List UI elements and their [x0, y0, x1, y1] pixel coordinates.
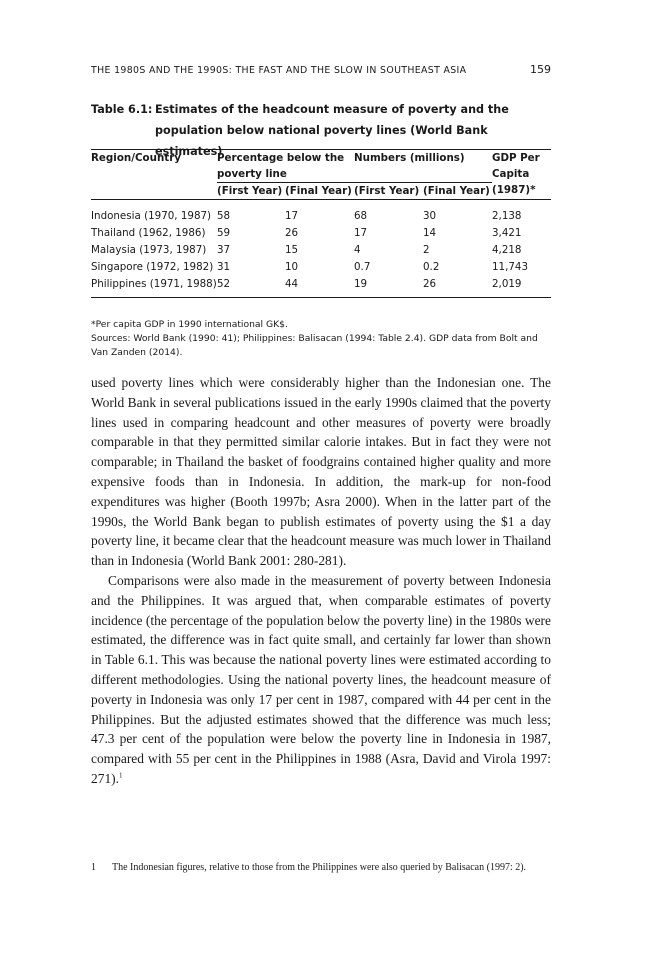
cell-pct-final: 44: [285, 277, 299, 290]
cell-region: Philippines (1971, 1988): [91, 277, 217, 290]
cell-num-first: 0.7: [354, 260, 371, 273]
footnote-number: 1: [91, 862, 96, 873]
table-note: *Per capita GDP in 1990 international GK$.: [91, 319, 288, 330]
cell-num-first: 4: [354, 243, 361, 256]
body-paragraph: [91, 571, 551, 789]
footnote-text: The Indonesian figures, relative to those from the Philippines were also queried by Balisacan (1997: 2).: [112, 862, 527, 873]
cell-region: Singapore (1972, 1982): [91, 260, 214, 273]
footnote: [91, 859, 551, 876]
table-caption-number: Table 6.1:: [91, 103, 153, 116]
cell-pct-first: 31: [217, 260, 231, 273]
cell-pct-final: 10: [285, 260, 299, 273]
header-num-final-year: (Final Year): [423, 183, 492, 200]
cell-gdp: 11,743: [492, 260, 529, 273]
cell-num-first: 19: [354, 277, 368, 290]
running-head-title: THE 1980S AND THE 1990S: THE FAST AND THE SLOW IN SOUTHEAST ASIA: [91, 65, 467, 76]
table-sources: Sources: World Bank (1990: 41); Philippines: Balisacan (1994: Table 2.4). GDP data from Bolt and Van Zanden (2014).: [91, 333, 538, 358]
header-pct-final-year: (Final Year): [285, 183, 354, 200]
header-percentage-group: Percentage below the poverty line: [217, 152, 345, 180]
cell-num-first: 68: [354, 209, 368, 222]
cell-pct-final: 26: [285, 226, 299, 239]
table-row: [91, 258, 551, 275]
table-notes: [91, 318, 553, 360]
table-caption-text: Estimates of the headcount measure of poverty and the population below national poverty lines (World Bank estimates): [155, 103, 509, 158]
footnote-marker[interactable]: 1: [119, 771, 123, 780]
body-paragraph: used poverty lines which were considerably higher than the Indonesian one. The World Bank in several publications issued in the early 1990s claimed that the poverty lines used in comparing headcount and other measures of poverty were broadly comparable in that they permitted similar calorie intakes. But in fact they were not comparable; in Thailand the basket of foodgrains contained higher quality and more expensive foods than in Indonesia. In addition, the mark-up for non-food expenditures was higher (Booth 1997b; Asra 2000). When in the latter part of the 1990s, the World Bank began to publish estimates of poverty using the $1 a day poverty line, it became clear that the headcount measure was much lower in Thailand than in Indonesia (World Bank 2001: 280-281).: [91, 375, 551, 569]
cell-gdp: 3,421: [492, 226, 522, 239]
header-region: Region/Country: [91, 150, 217, 200]
cell-num-final: 14: [423, 226, 437, 239]
cell-gdp: 2,138: [492, 209, 522, 222]
cell-num-final: 26: [423, 277, 437, 290]
header-num-first-year: (First Year): [354, 183, 423, 200]
cell-pct-first: 58: [217, 209, 231, 222]
table-row: [91, 275, 551, 298]
cell-region: Indonesia (1970, 1987): [91, 209, 212, 222]
cell-num-final: 30: [423, 209, 437, 222]
cell-region: Thailand (1962, 1986): [91, 226, 206, 239]
cell-gdp: 4,218: [492, 243, 522, 256]
cell-pct-first: 59: [217, 226, 231, 239]
cell-pct-first: 52: [217, 277, 231, 290]
cell-num-final: 0.2: [423, 260, 440, 273]
header-numbers-group: Numbers (millions): [354, 152, 465, 164]
page-number: 159: [530, 63, 551, 76]
header-gdp: GDP Per Capita (1987)*: [492, 150, 551, 200]
cell-gdp: 2,019: [492, 277, 522, 290]
table-row: [91, 241, 551, 258]
cell-num-final: 2: [423, 243, 430, 256]
cell-pct-first: 37: [217, 243, 231, 256]
body-text: [91, 373, 551, 789]
cell-num-first: 17: [354, 226, 368, 239]
body-paragraph-text: Comparisons were also made in the measurement of poverty between Indonesia and the Philippines. It was argued that, when comparable estimates of poverty incidence (the percentage of the population below the poverty line) in the 1980s were estimated, the difference was in fact quite small, and certainly far lower than shown in Table 6.1. This was because the national poverty lines were estimated according to different methodologies. Using the national poverty lines, the headcount measure of poverty in Indonesia was only 17 per cent in 1987, compared with 44 per cent in the Philippines. But the adjusted estimates showed that the difference was much less; 47.3 per cent of the population were below the poverty line in Indonesia in 1987, compared with 55 per cent in the Philippines in 1988 (Asra, David and Virola 1997: 271).: [91, 572, 551, 786]
cell-region: Malaysia (1973, 1987): [91, 243, 207, 256]
table-row: [91, 224, 551, 241]
header-pct-first-year: (First Year): [217, 183, 285, 200]
cell-pct-final: 15: [285, 243, 299, 256]
cell-pct-final: 17: [285, 209, 299, 222]
poverty-table: [91, 149, 551, 298]
table-row: [91, 200, 551, 225]
running-head: [91, 63, 551, 76]
